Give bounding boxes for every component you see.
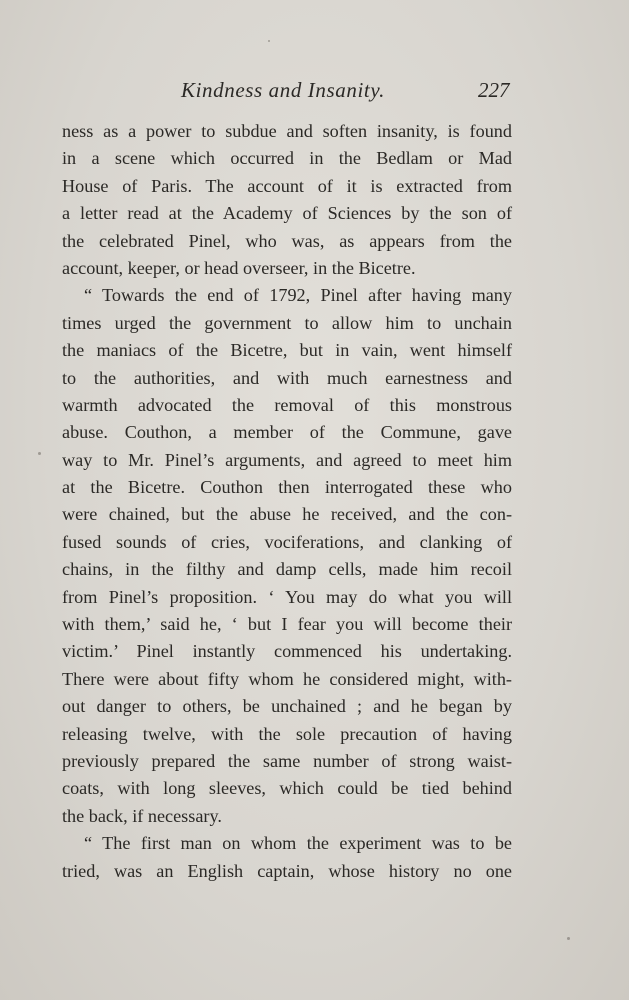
text-line: the celebrated Pinel, who was, as appears from the xyxy=(62,230,512,251)
text-line: from Pinel’s proposition. ‘ You may do what you will xyxy=(62,586,512,607)
running-title: Kindness and Insanity. xyxy=(181,78,385,102)
text-line: ness as a power to subdue and soften insanity, is found xyxy=(62,121,512,141)
text-line: There were about fifty whom he considered might, with- xyxy=(62,668,512,689)
text-line: warmth advocated the removal of this monstrous xyxy=(62,394,512,415)
paper-speck xyxy=(38,452,41,455)
paragraph-1 xyxy=(62,118,512,282)
running-head xyxy=(0,74,629,108)
text-line: previously prepared the same number of strong waist- xyxy=(62,750,512,771)
text-line: House of Paris. The account of it is extracted from xyxy=(62,175,512,196)
text-line: the back, if necessary. xyxy=(62,805,222,826)
text-line: coats, with long sleeves, which could be tied behind xyxy=(62,778,512,799)
text-line: way to Mr. Pinel’s arguments, and agreed to meet him xyxy=(62,449,512,470)
text-line: victim.’ Pinel instantly commenced his undertaking. xyxy=(62,641,512,662)
text-line: in a scene which occurred in the Bedlam or Mad xyxy=(62,148,512,169)
text-line: out danger to others, be unchained ; and he began by xyxy=(62,696,512,717)
paragraph-2 xyxy=(62,282,512,830)
text-line: abuse. Couthon, a member of the Commune, gave xyxy=(62,422,512,443)
text-line: releasing twelve, with the sole precaution of having xyxy=(62,723,512,744)
text-line: fused sounds of cries, vociferations, and clanking of xyxy=(62,531,512,552)
paragraph-3 xyxy=(62,830,512,885)
paper-speck xyxy=(268,40,270,42)
text-line: account, keeper, or head overseer, in the Bicetre. xyxy=(62,257,416,278)
text-line: “ The first man on whom the experiment was to be xyxy=(84,833,512,854)
text-line: “ Towards the end of 1792, Pinel after having many xyxy=(84,285,512,306)
text-line: the maniacs of the Bicetre, but in vain, went himself xyxy=(62,340,512,361)
text-line: tried, was an English captain, whose history no one xyxy=(62,860,512,881)
paper-speck xyxy=(567,937,570,940)
body-text xyxy=(62,118,512,885)
text-line: a letter read at the Academy of Sciences by the son of xyxy=(62,203,512,224)
text-line: times urged the government to allow him to unchain xyxy=(62,312,512,333)
text-line: were chained, but the abuse he received, and the con- xyxy=(62,504,512,525)
text-line: to the authorities, and with much earnestness and xyxy=(62,367,512,388)
text-line: at the Bicetre. Couthon then interrogated these who xyxy=(62,477,512,498)
text-line: with them,’ said he, ‘ but I fear you will become their xyxy=(62,614,512,635)
page-number: 227 xyxy=(478,78,510,102)
text-line: chains, in the filthy and damp cells, made him recoil xyxy=(62,559,512,580)
